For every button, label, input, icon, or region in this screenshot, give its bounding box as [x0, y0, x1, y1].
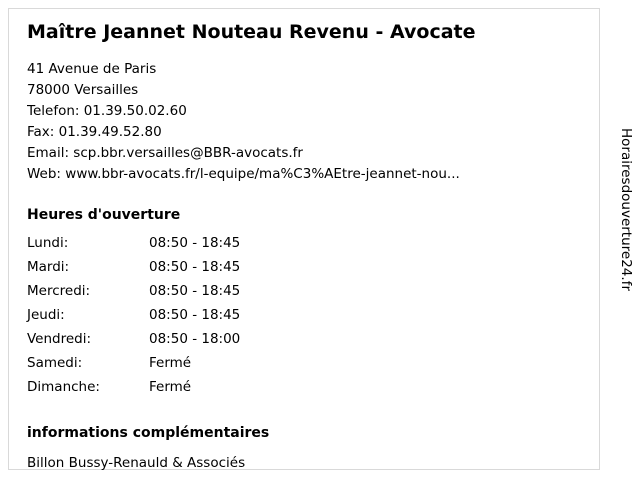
hours-day-label: Dimanche: [27, 378, 100, 395]
address-line-street: 41 Avenue de Paris [27, 60, 157, 77]
additional-info-text: Billon Bussy-Renauld & Associés [27, 454, 246, 471]
hours-time-value: Fermé [149, 378, 192, 395]
hours-time-value: 08:50 - 18:45 [149, 258, 241, 275]
hours-day-label: Samedi: [27, 354, 83, 371]
business-info-card [8, 8, 600, 470]
address-line-email[interactable]: Email: scp.bbr.versailles@BBR-avocats.fr [27, 144, 303, 161]
additional-info-heading: informations complémentaires [27, 424, 270, 441]
card-content [9, 9, 599, 473]
page-title: Maître Jeannet Nouteau Revenu - Avocate [27, 21, 476, 43]
table-row [27, 283, 240, 307]
hours-time-value: 08:50 - 18:45 [149, 282, 241, 299]
hours-day-label: Lundi: [27, 234, 69, 251]
table-row [27, 259, 240, 283]
table-row [27, 331, 240, 355]
table-row [27, 355, 240, 379]
hours-day-label: Mardi: [27, 258, 70, 275]
table-row [27, 379, 240, 403]
table-row [27, 235, 240, 259]
opening-hours-table [27, 235, 240, 403]
hours-time-value: 08:50 - 18:45 [149, 306, 241, 323]
address-line-city: 78000 Versailles [27, 81, 139, 98]
address-block [27, 59, 581, 185]
hours-day-label: Mercredi: [27, 282, 91, 299]
address-line-web[interactable]: Web: www.bbr-avocats.fr/l-equipe/ma%C3%AEtre-jeannet-nou... [27, 165, 460, 182]
table-row [27, 307, 240, 331]
hours-time-value: 08:50 - 18:00 [149, 330, 241, 347]
watermark-label: Horairesdouverture24.fr [618, 128, 634, 291]
hours-day-label: Jeudi: [27, 306, 65, 323]
hours-day-label: Vendredi: [27, 330, 92, 347]
address-line-phone: Telefon: 01.39.50.02.60 [27, 102, 187, 119]
hours-time-value: 08:50 - 18:45 [149, 234, 241, 251]
hours-time-value: Fermé [149, 354, 192, 371]
opening-hours-heading: Heures d'ouverture [27, 206, 181, 223]
address-line-fax: Fax: 01.39.49.52.80 [27, 123, 162, 140]
